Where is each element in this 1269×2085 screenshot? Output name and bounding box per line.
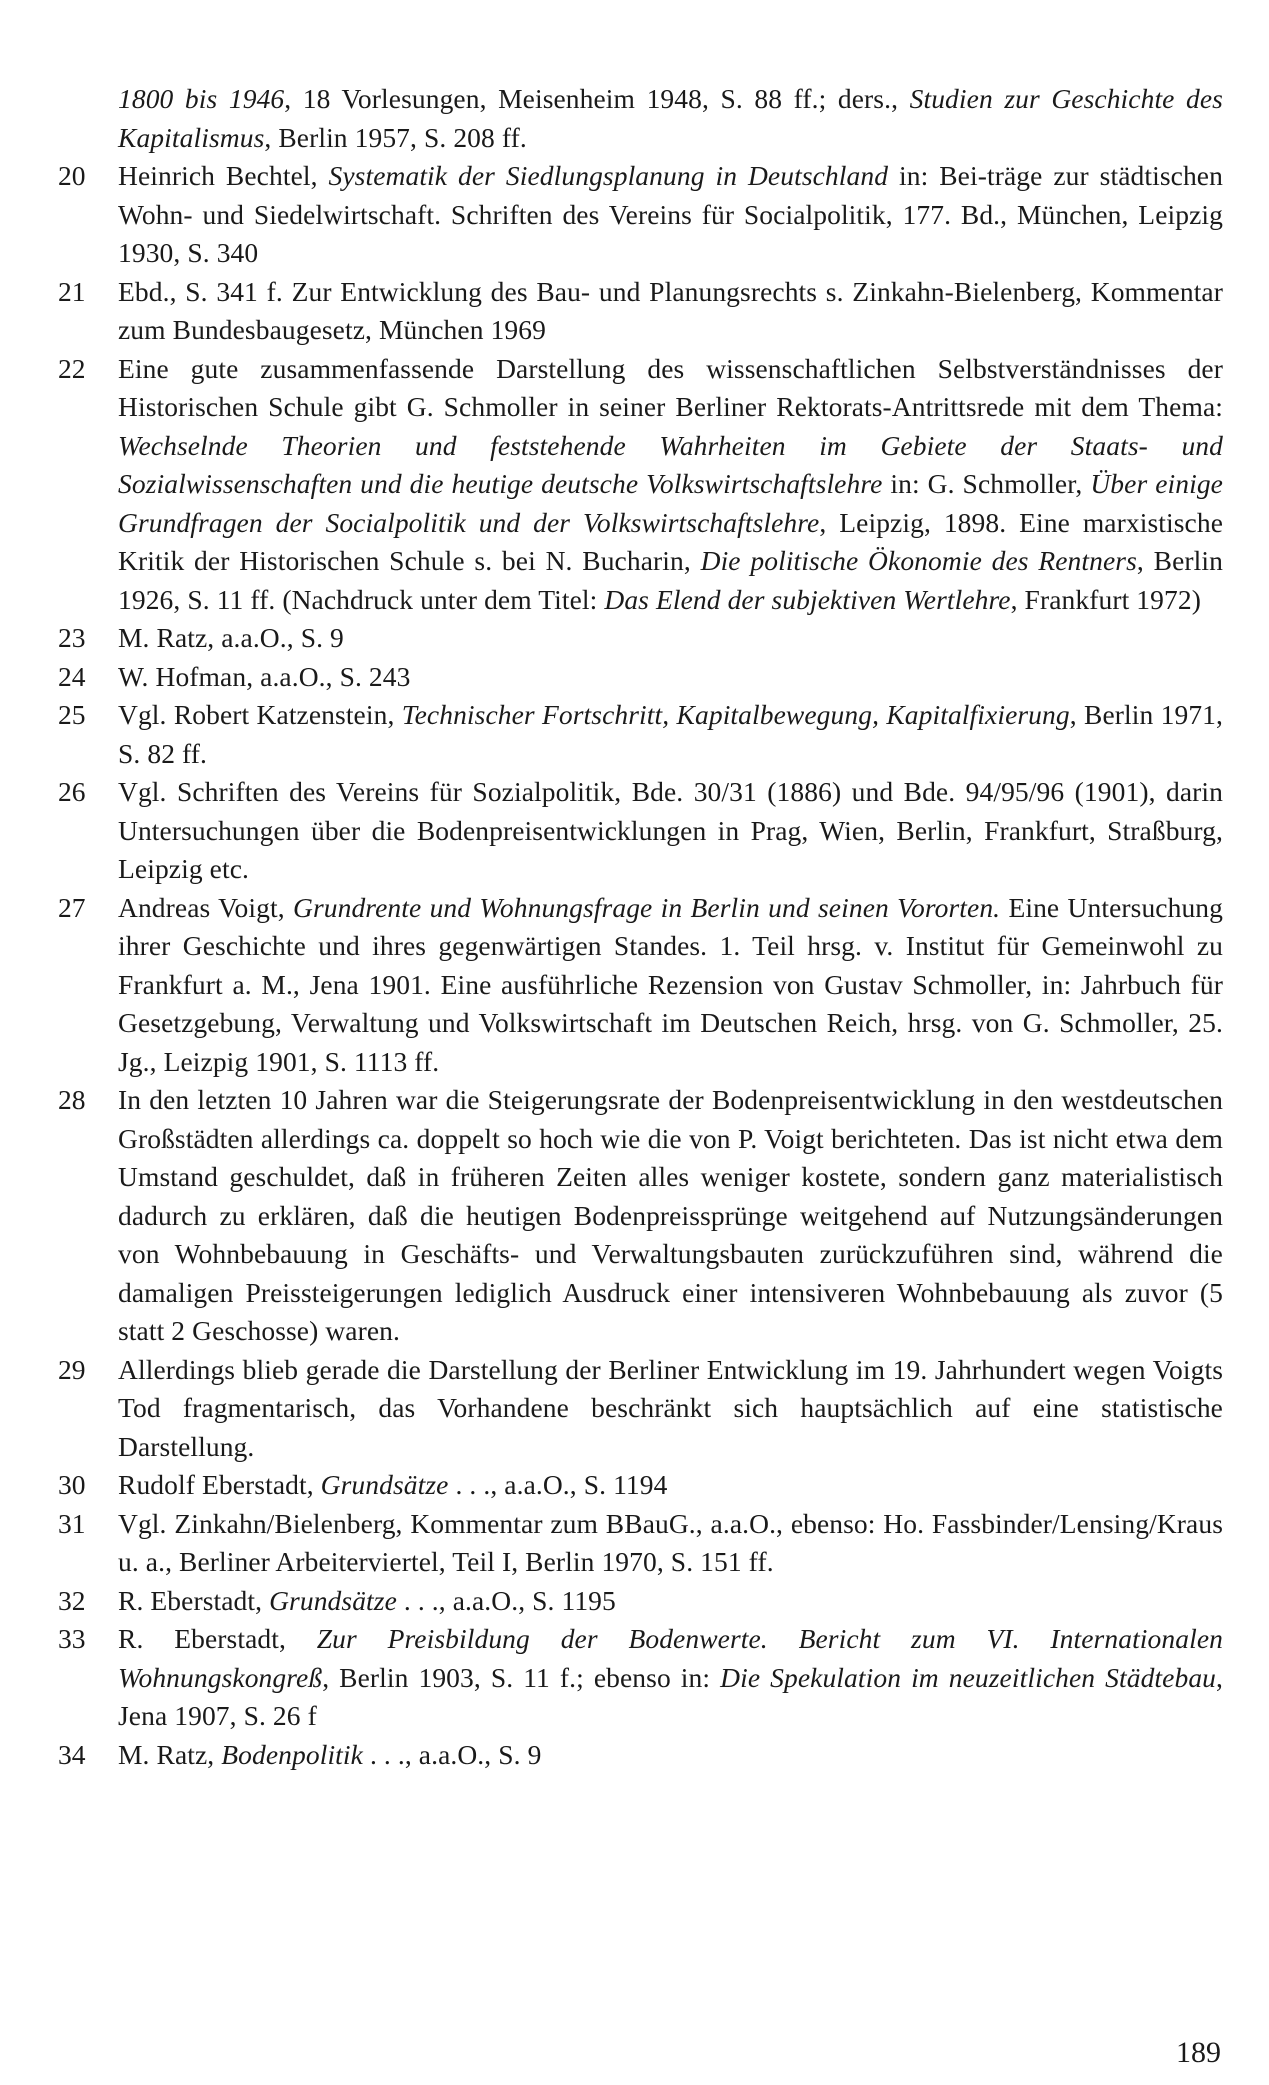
italic-title: Die politische Ökonomie des Rentners [700, 545, 1137, 576]
footnote-number: 34 [58, 1738, 86, 1770]
footnote-number: 27 [58, 891, 86, 923]
footnote-text [118, 773, 1223, 889]
italic-title: Systematik der Siedlungsplanung in Deutschland [328, 160, 889, 191]
footnote [58, 1582, 1223, 1621]
footnote-text [118, 619, 1223, 658]
italic-title: Wechselnde Theorien und feststehende Wahrheiten im Gebiete der Staats- und Sozialwissenschaften und die heutige deutsche Volkswirtschaftslehre [118, 429, 1223, 499]
text-segment: M. Ratz, [118, 1738, 222, 1770]
text-segment: R. Eberstadt, [118, 1584, 270, 1616]
text-segment: Allerdings blieb gerade die Darstellung der Berliner Entwicklung im 19. Jahrhundert wegen Voigts Tod fragmentarisch, das Vorhandene beschränkt sich hauptsächlich auf eine statistische Darstellung. [118, 1353, 1223, 1462]
text-segment: , Leipzig, 1898. Eine marxistische Kritik der Historischen Schule s. bei N. Bucharin, [118, 506, 1224, 576]
footnote-text [118, 350, 1223, 620]
footnote [58, 1351, 1223, 1467]
footnote-text [118, 157, 1223, 273]
footnote-number: 32 [58, 1584, 86, 1616]
italic-title: Grundsätze [269, 1584, 397, 1616]
text-segment: W. Hofman, a.a.O., S. 243 [118, 660, 411, 692]
italic-title: Das Elend der subjektiven Wertlehre [604, 583, 1011, 615]
footnote-text [118, 1351, 1223, 1467]
footnote [58, 273, 1223, 350]
italic-title: Studien zur Geschichte des Kapitalismus [118, 83, 1223, 153]
footnote-text [118, 889, 1223, 1082]
footnote [58, 1620, 1223, 1736]
footnote [58, 773, 1223, 889]
italic-title: Die Spekulation im neuzeitlichen Städtebau [720, 1661, 1217, 1693]
footnote [58, 80, 1223, 157]
footnote [58, 1466, 1223, 1505]
text-segment: In den letzten 10 Jahren war die Steigerungsrate der Bodenpreisentwicklung in den westdeutschen Großstädten allerdings ca. doppelt so hoch wie die von P. Voigt berichteten. Das ist nicht etwa dem Umstand geschuldet, daß in früheren Zeiten alles weniger kostete, sondern ganz materialistisch dadurch zu erklären, daß die heutigen Bodenpreissprünge weitgehend auf Nutzungsänderungen von Wohnbebauung in Geschäfts- und Verwaltungsbauten zurückzuführen sind, während die damaligen Preissteigerungen lediglich Ausdruck einer intensiveren Wohnbebauung als zuvor (5 statt 2 Geschosse) waren. [118, 1084, 1223, 1346]
footnote-number: 20 [58, 160, 86, 191]
italic-title: Grundsätze [320, 1469, 449, 1500]
footnote [58, 889, 1223, 1082]
footnote-number: 30 [58, 1469, 86, 1500]
footnote [58, 619, 1223, 658]
text-segment: , 18 Vorlesungen, Meisenheim 1948, S. 88 ff.; ders., [284, 83, 910, 114]
text-segment: . . ., a.a.O., S. 1194 [448, 1469, 668, 1500]
footnote-text [118, 1081, 1223, 1351]
footnote-text [118, 80, 1223, 157]
text-segment: Heinrich Bechtel, [118, 160, 329, 191]
text-segment: , Berlin 1957, S. 208 ff. [264, 121, 527, 153]
text-segment: Eine gute zusammenfassende Darstellung des wissenschaftlichen Selbstverständnisses der Historischen Schule gibt G. Schmoller in seiner Berliner Rektorats-Antrittsrede mit dem Thema: [118, 352, 1223, 422]
italic-title: Grundrente und Wohnungsfrage in Berlin und seinen Vororten. [293, 891, 1001, 923]
text-segment: Eine Untersuchung ihrer Geschichte und ihres gegenwärtigen Standes. 1. Teil hrsg. v. Institut für Gemeinwohl zu Frankfurt a. M., Jena 1901. Eine ausführliche Rezension von Gustav Schmoller, in: Jahrbuch für Gesetzgebung, Verwaltung und Volkswirtschaft im Deutschen Reich, hrsg. von G. Schmoller, 25. Jg., Leizpig 1901, S. 1113 ff. [118, 891, 1224, 1077]
text-segment: in: Bei-träge zur städtischen Wohn- und Siedelwirtschaft. Schriften des Vereins für Socialpolitik, 177. Bd., München, Leipzig 1930, S. 340 [118, 160, 1223, 268]
footnote-number: 29 [58, 1353, 86, 1385]
italic-title: Technischer Fortschritt, Kapitalbewegung, Kapitalfixierung [401, 699, 1070, 730]
text-segment: Vgl. Zinkahn/Bielenberg, Kommentar zum BBauG., a.a.O., ebenso: Ho. Fassbinder/Lensing/Kraus u. a., Berliner Arbeiterviertel, Teil I, Berlin 1970, S. 151 ff. [118, 1507, 1223, 1577]
footnote-number: 22 [58, 352, 86, 384]
text-segment: , Frankfurt 1972) [1010, 583, 1201, 615]
footnote-number: 24 [58, 660, 86, 692]
footnote-number: 33 [58, 1623, 86, 1654]
italic-title: Bodenpolitik [221, 1738, 363, 1770]
footnote [58, 696, 1223, 773]
footnote-number: 21 [58, 275, 86, 307]
italic-title: Über einige Grundfragen der Socialpolitik und der Volkswirtschaftslehre [118, 468, 1223, 538]
footnote-number: 31 [58, 1507, 86, 1539]
footnote [58, 1505, 1223, 1582]
footnote-text [118, 1620, 1223, 1736]
text-segment: . . ., a.a.O., S. 1195 [396, 1584, 616, 1616]
text-segment: . . ., a.a.O., S. 9 [362, 1738, 542, 1770]
page-number: 189 [1176, 2036, 1221, 2069]
footnotes-list [58, 80, 1223, 1774]
text-segment: R. Eberstadt, [118, 1623, 317, 1654]
footnote [58, 157, 1223, 273]
footnote [58, 658, 1223, 697]
text-segment: Ebd., S. 341 f. Zur Entwicklung des Bau- und Planungsrechts s. Zinkahn-Bielenberg, Kommentar zum Bundesbaugesetz, München 1969 [118, 275, 1223, 345]
footnote-text [118, 1736, 1223, 1775]
footnote-text [118, 658, 1223, 697]
footnote-number: 28 [58, 1084, 86, 1115]
footnote [58, 1081, 1223, 1351]
footnote-text [118, 1582, 1223, 1621]
text-segment: Andreas Voigt, [118, 891, 293, 923]
footnote [58, 350, 1223, 620]
text-segment: , Jena 1907, S. 26 f [118, 1661, 1224, 1731]
footnote-number: 26 [58, 776, 86, 807]
text-segment: Rudolf Eberstadt, [118, 1469, 321, 1500]
footnote [58, 1736, 1223, 1775]
text-segment: Vgl. Schriften des Vereins für Sozialpolitik, Bde. 30/31 (1886) und Bde. 94/95/96 (1901), darin Untersuchungen über die Bodenpreisentwicklungen in Prag, Wien, Berlin, Frankfurt, Straßburg, Leipzig etc. [118, 776, 1223, 884]
italic-title: 1800 bis 1946 [118, 83, 285, 114]
text-segment: , Berlin 1971, S. 82 ff. [118, 699, 1223, 769]
footnote-text [118, 1466, 1223, 1505]
footnote-text [118, 1505, 1223, 1582]
footnote-number: 25 [58, 699, 86, 730]
text-segment: M. Ratz, a.a.O., S. 9 [118, 622, 344, 653]
text-segment: , Berlin 1926, S. 11 ff. (Nachdruck unter dem Titel: [118, 545, 1223, 615]
footnote-text [118, 273, 1223, 350]
text-segment: in: G. Schmoller, [882, 468, 1091, 499]
italic-title: Zur Preisbildung der Bodenwerte. Bericht zum VI. Internationalen Wohnungskongreß [118, 1623, 1223, 1693]
text-segment: Vgl. Robert Katzenstein, [118, 699, 402, 730]
text-segment: , Berlin 1903, S. 11 f.; ebenso in: [322, 1661, 721, 1693]
footnote-text [118, 696, 1223, 773]
footnote-number: 23 [58, 622, 86, 653]
